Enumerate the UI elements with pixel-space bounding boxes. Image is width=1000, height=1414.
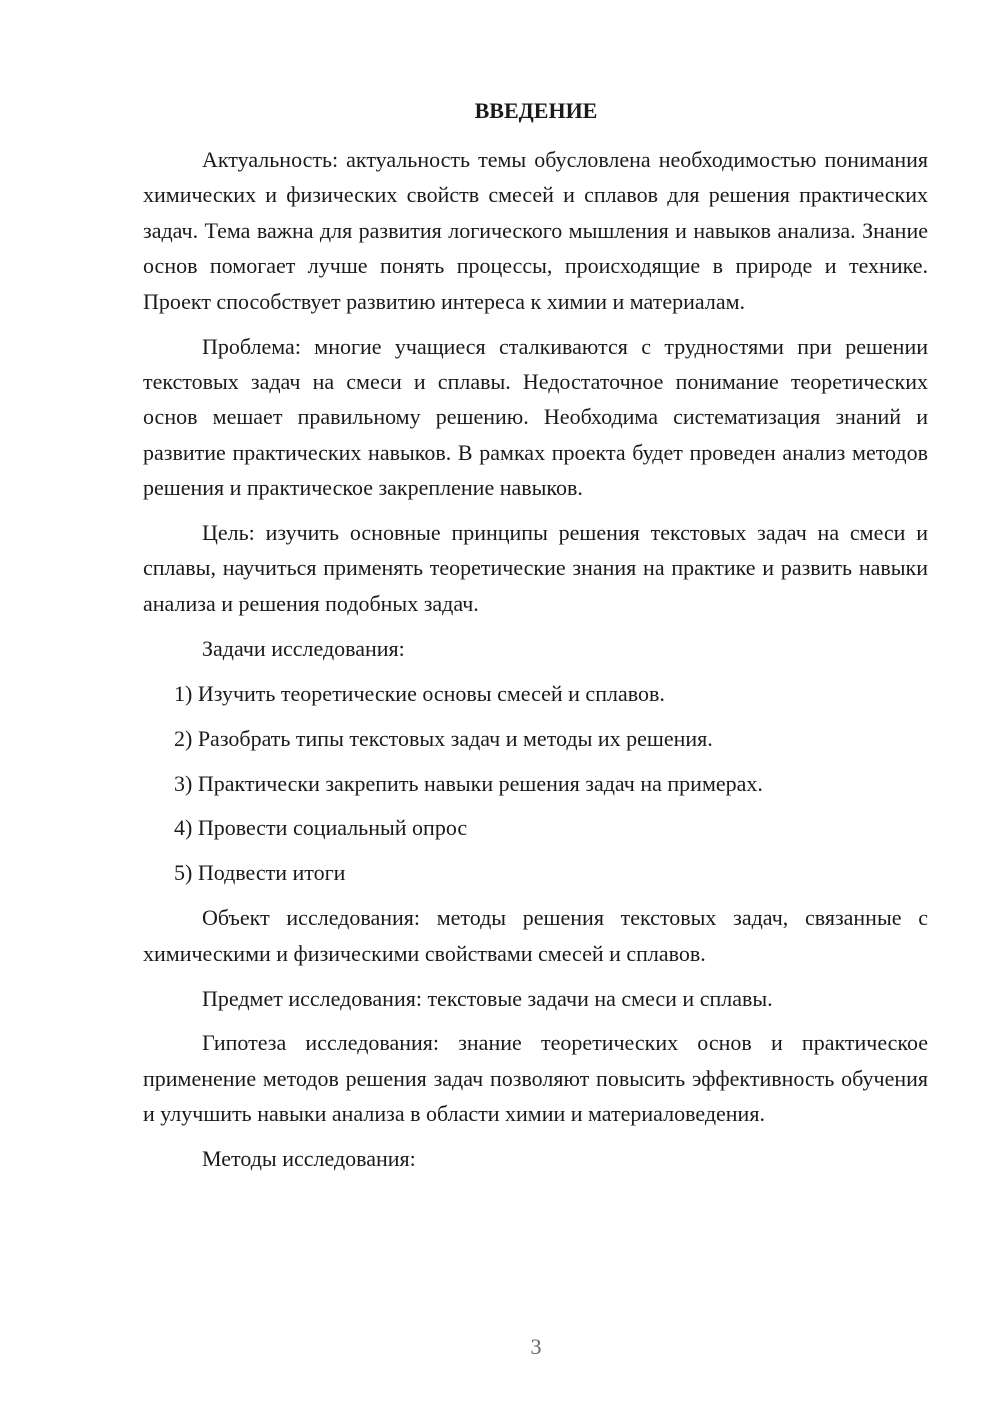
hypothesis-paragraph: Гипотеза исследования: знание теоретических основ и практическое применение методов решения задач позволяют повысить эффективность обучения и улучшить навыки анализа в области химии и материаловедения.: [143, 1030, 928, 1127]
methods-heading: Методы исследования:: [202, 1146, 416, 1172]
page-number: 3: [530, 1334, 542, 1359]
list-item: 3) Практически закрепить навыки решения задач на примерах.: [174, 770, 763, 796]
subject-paragraph: Предмет исследования: текстовые задачи на смеси и сплавы.: [202, 985, 773, 1011]
relevance-paragraph: Актуальность: актуальность темы обусловлена необходимостью понимания химических и физических свойств смесей и сплавов для решения практических задач. Тема важна для развития логического мышления и навыков анализа. Знание основ помогает лучше понять процессы, происходящие в природе и технике. Проект способствует развитию интереса к химии и материалам.: [143, 147, 928, 314]
list-item: 4) Провести социальный опрос: [174, 815, 468, 841]
problem-paragraph: Проблема: многие учащиеся сталкиваются с трудностями при решении текстовых задач на смеси и сплавы. Недостаточное понимание теоретических основ мешает правильному решению. Необходима систематизация знаний и развитие практических навыков. В рамках проекта будет проведен анализ методов решения и практическое закрепление навыков.: [143, 333, 928, 501]
list-item: 1) Изучить теоретические основы смесей и сплавов.: [174, 680, 665, 706]
goal-paragraph: Цель: изучить основные принципы решения текстовых задач на смеси и сплавы, научиться применять теоретические знания на практике и развить навыки анализа и решения подобных задач.: [143, 520, 928, 616]
document-body: [143, 142, 928, 1186]
tasks-heading: Задачи исследования:: [202, 635, 405, 661]
list-item: 2) Разобрать типы текстовых задач и методы их решения.: [174, 725, 713, 751]
object-paragraph: Объект исследования: методы решения текстовых задач, связанные с химическими и физическими свойствами смесей и сплавов.: [143, 905, 928, 966]
section-title: ВВЕДЕНИЕ: [474, 98, 598, 123]
list-item: 5) Подвести итоги: [174, 860, 346, 886]
tasks-list: [143, 676, 928, 891]
